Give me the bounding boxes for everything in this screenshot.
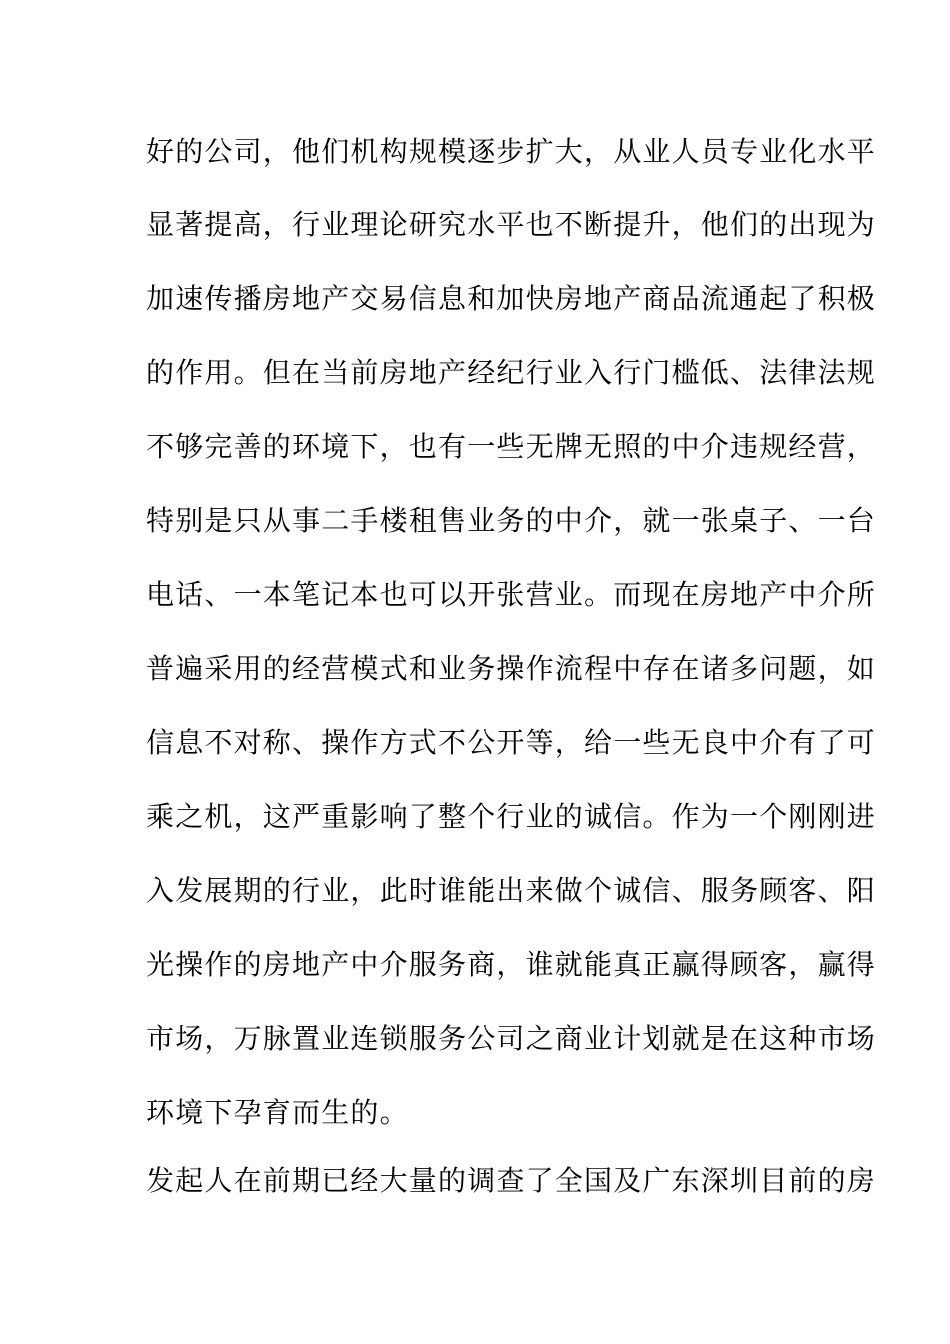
paragraph-line-1: 好的公司，他们机构规模逐步扩大，从业人员专业化水平 bbox=[146, 135, 877, 168]
paragraph-line-7: 电话、一本笔记本也可以开张营业。而现在房地产中介所 bbox=[146, 578, 877, 611]
paragraph-line-14: 环境下孕育而生的。 bbox=[146, 1096, 409, 1129]
paragraph-line-3: 加速传播房地产交易信息和加快房地产商品流通起了积极 bbox=[146, 282, 877, 315]
paragraph-line-4: 的作用。但在当前房地产经纪行业入行门槛低、法律法规 bbox=[146, 356, 877, 389]
paragraph-line-15: 发起人在前期已经大量的调查了全国及广东深圳目前的房 bbox=[146, 1164, 877, 1197]
paragraph-line-10: 乘之机，这严重影响了整个行业的诚信。作为一个刚刚进 bbox=[146, 800, 877, 833]
paragraph-line-11: 入发展期的行业，此时谁能出来做个诚信、服务顾客、阳 bbox=[146, 874, 877, 907]
paragraph-line-2: 显著提高，行业理论研究水平也不断提升，他们的出现为 bbox=[146, 208, 877, 241]
paragraph-line-6: 特别是只从事二手楼租售业务的中介，就一张桌子、一台 bbox=[146, 504, 877, 537]
paragraph-line-8: 普遍采用的经营模式和业务操作流程中存在诸多问题，如 bbox=[146, 652, 877, 685]
paragraph-line-13: 市场，万脉置业连锁服务公司之商业计划就是在这种市场 bbox=[146, 1022, 877, 1055]
paragraph-line-5: 不够完善的环境下，也有一些无牌无照的中介违规经营， bbox=[146, 430, 877, 463]
paragraph-line-12: 光操作的房地产中介服务商，谁就能真正赢得顾客，赢得 bbox=[146, 948, 877, 981]
paragraph-line-9: 信息不对称、操作方式不公开等，给一些无良中介有了可 bbox=[146, 726, 877, 759]
